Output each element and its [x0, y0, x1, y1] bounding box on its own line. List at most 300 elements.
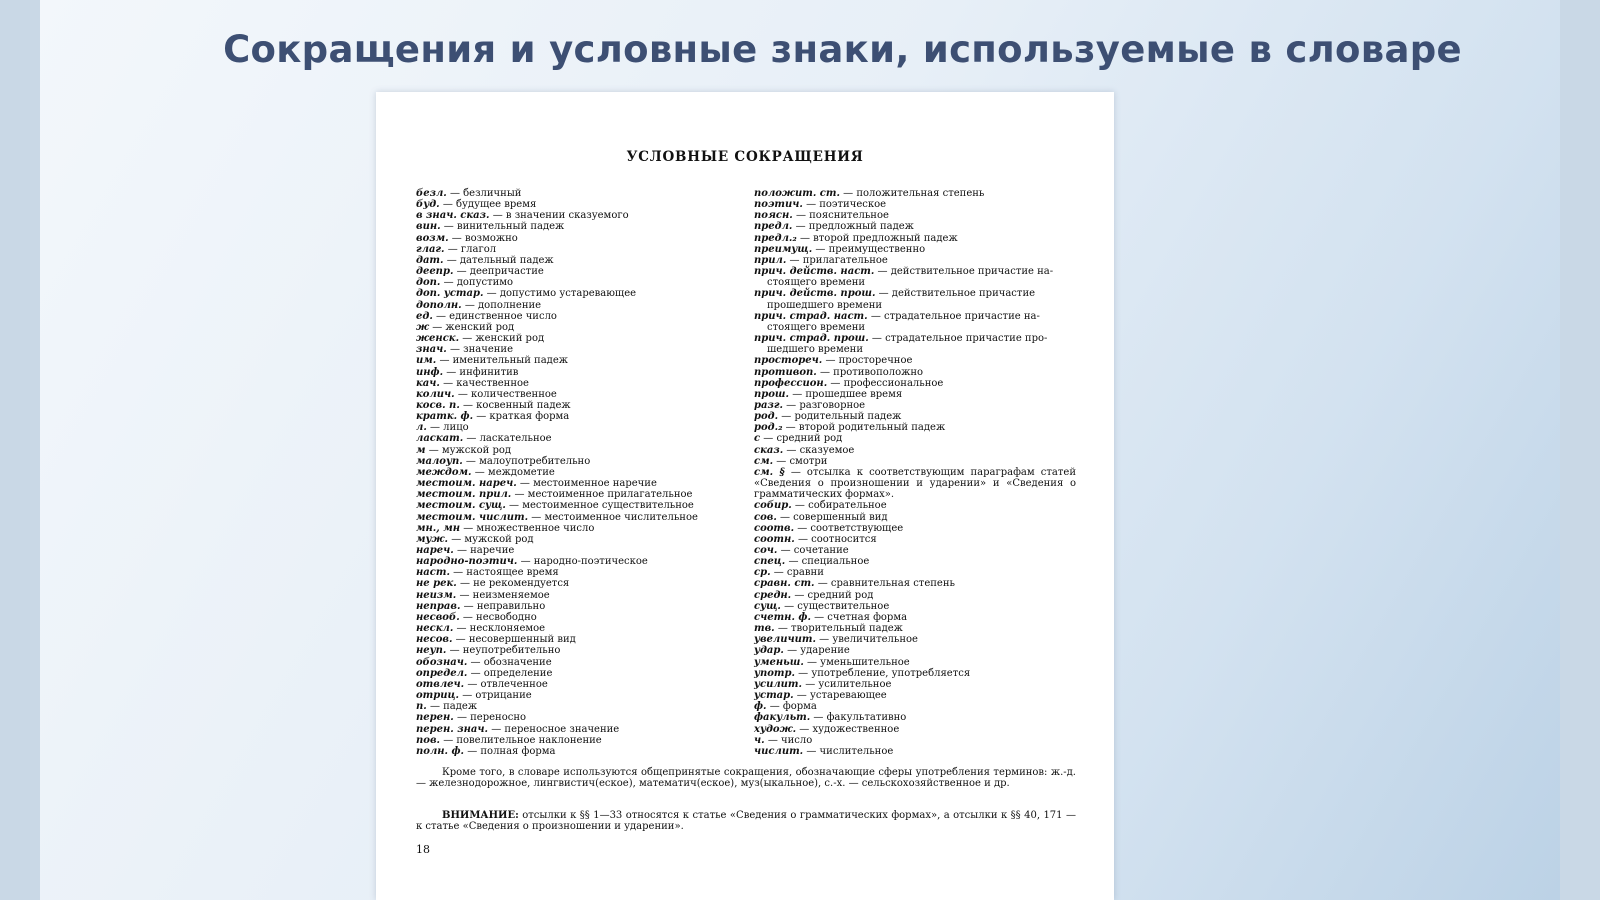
abbreviation-definition: — в значении сказуемого	[492, 210, 629, 222]
abbreviation-entry	[754, 411, 1076, 422]
abbreviation-entry	[416, 534, 736, 545]
abbreviation-definition: — настоящее время	[453, 567, 559, 579]
abbreviation-term: инф.	[416, 366, 444, 378]
abbreviation-definition: — местоименное наречие	[519, 478, 657, 490]
abbreviation-entry	[754, 657, 1076, 668]
abbreviation-entry	[754, 333, 1076, 355]
warning-note	[416, 810, 1076, 832]
abbreviation-entry	[754, 389, 1076, 400]
abbreviation-term: употр.	[754, 667, 795, 679]
abbreviation-entry	[754, 612, 1076, 623]
abbreviation-definition: — ласкательное	[466, 433, 552, 445]
abbreviation-term: ср.	[754, 567, 771, 579]
abbreviation-definition-continued: прошедшего времени	[767, 299, 883, 311]
abbreviation-definition: — второй предложный падеж	[799, 232, 958, 244]
abbreviation-entry	[416, 590, 736, 601]
abbreviation-entry	[754, 188, 1076, 199]
abbreviation-definition: — форма	[769, 701, 817, 713]
abbreviation-entry	[416, 322, 736, 333]
abbreviation-definition: — определение	[470, 667, 553, 679]
abbreviation-entry	[416, 500, 736, 511]
abbreviation-entry	[754, 556, 1076, 567]
abbreviation-entry	[416, 512, 736, 523]
abbreviation-entry	[754, 433, 1076, 444]
abbreviation-definition: — число	[767, 734, 813, 746]
abbreviation-term: им.	[416, 355, 437, 367]
abbreviation-entry	[754, 590, 1076, 601]
abbreviation-term: удар.	[754, 645, 784, 657]
abbreviation-definition: — профессиональное	[830, 377, 944, 389]
abbreviation-entry	[416, 389, 736, 400]
abbreviation-entry	[754, 221, 1076, 232]
abbreviation-definition: — пояснительное	[795, 210, 889, 222]
abbreviation-entry	[754, 500, 1076, 511]
abbreviation-term: вин.	[416, 221, 441, 233]
abbreviation-entry	[416, 735, 736, 746]
abbreviation-term: междом.	[416, 466, 472, 478]
abbreviation-definition: — ударение	[787, 645, 850, 657]
abbreviation-term: отриц.	[416, 690, 460, 702]
abbreviation-term: род.	[754, 411, 779, 423]
abbreviation-term: дат.	[416, 254, 444, 266]
abbreviation-definition: — косвенный падеж	[463, 399, 571, 411]
abbreviation-term: косв. п.	[416, 399, 460, 411]
abbreviation-term: наст.	[416, 567, 450, 579]
abbreviation-entry	[416, 556, 736, 567]
abbreviation-entry	[754, 244, 1076, 255]
abbreviation-entry	[416, 367, 736, 378]
abbreviation-definition: — сравнительная степень	[817, 578, 955, 590]
abbreviation-term: неизм.	[416, 589, 457, 601]
abbreviation-definition: — женский род	[432, 321, 515, 333]
abbreviation-entry	[416, 288, 736, 299]
abbreviation-definition: — устаревающее	[796, 690, 887, 702]
abbreviation-entry	[416, 445, 736, 456]
abbreviations-left-column	[416, 188, 736, 757]
abbreviation-definition: — наречие	[456, 545, 515, 556]
abbreviation-term: глаг.	[416, 243, 445, 255]
abbreviation-term: худож.	[754, 723, 797, 735]
abbreviation-entry	[416, 255, 736, 266]
abbreviation-term: средн.	[754, 589, 792, 601]
abbreviation-entry	[754, 311, 1076, 333]
abbreviation-entry	[416, 701, 736, 712]
abbreviation-term: ф.	[754, 701, 767, 713]
abbreviation-term: усилит.	[754, 678, 802, 690]
dictionary-page	[376, 92, 1114, 900]
abbreviation-entry	[754, 645, 1076, 656]
abbreviation-term: неправ.	[416, 600, 461, 612]
abbreviation-definition: — несовершенный вид	[455, 634, 576, 646]
abbreviation-entry	[754, 210, 1076, 221]
abbreviation-entry	[416, 333, 736, 344]
abbreviation-term: прич. страд. прош.	[754, 333, 869, 345]
abbreviation-term: народно-поэтич.	[416, 556, 518, 568]
abbreviation-term: соч.	[754, 545, 778, 556]
abbreviation-definition: — прошедшее время	[792, 388, 903, 400]
abbreviation-definition: — неупотребительно	[449, 645, 561, 657]
abbreviation-definition: — переносно	[456, 712, 527, 724]
abbreviation-entry	[416, 300, 736, 311]
abbreviation-definition: — несклоняемое	[456, 623, 546, 635]
abbreviation-definition: — переносное значение	[491, 723, 620, 735]
abbreviation-term: пов.	[416, 734, 440, 746]
abbreviation-entry	[416, 567, 736, 578]
abbreviation-entry	[754, 746, 1076, 757]
abbreviation-term: колич.	[416, 388, 455, 400]
abbreviation-term: разг.	[754, 399, 783, 411]
abbreviation-entry	[416, 668, 736, 679]
abbreviation-term: ласкат.	[416, 433, 464, 445]
abbreviation-definition: — факультативно	[813, 712, 907, 724]
abbreviation-entry	[754, 534, 1076, 545]
abbreviation-entry	[754, 456, 1076, 467]
abbreviation-entry	[416, 400, 736, 411]
abbreviation-term: предл.	[754, 221, 793, 233]
page-number: 18	[416, 843, 430, 856]
abbreviation-term: числит.	[754, 745, 804, 757]
abbreviation-term: соотн.	[754, 533, 795, 545]
abbreviation-term: мн., мн	[416, 522, 461, 534]
abbreviation-definition: — допустимо устаревающее	[486, 288, 637, 300]
abbreviation-entry	[754, 523, 1076, 534]
general-abbreviations-note: Кроме того, в словаре используются общепринятые сокращения, обозначающие сферы употребления терминов: ж.-д. — железнодорожное, лингвистич(еское), математич(еское), муз(ыкальное), с.-х. — сельскохозяйственное и др.	[416, 767, 1076, 789]
abbreviation-entry	[416, 378, 736, 389]
abbreviation-entry	[754, 735, 1076, 746]
abbreviation-term: уменьш.	[754, 656, 804, 668]
abbreviation-definition: — полная форма	[467, 745, 556, 757]
abbreviation-term: род.₂	[754, 422, 783, 434]
abbreviation-term: муж.	[416, 533, 449, 545]
abbreviation-entry	[754, 355, 1076, 366]
abbreviation-definition: — повелительное наклонение	[443, 734, 602, 746]
abbreviation-entry	[416, 478, 736, 489]
abbreviation-definition: — количественное	[457, 388, 557, 400]
abbreviation-entry	[754, 690, 1076, 701]
abbreviation-entry	[416, 188, 736, 199]
abbreviation-definition: — существительное	[784, 600, 890, 612]
abbreviation-term: полн. ф.	[416, 745, 465, 757]
abbreviation-entry	[754, 601, 1076, 612]
abbreviation-term: сущ.	[754, 600, 781, 612]
abbreviation-term: тв.	[754, 623, 775, 635]
abbreviation-term: п.	[416, 701, 427, 713]
abbreviation-term: доп. устар.	[416, 288, 484, 300]
abbreviation-definition: — глагол	[447, 243, 497, 255]
abbreviation-term: предл.₂	[754, 232, 797, 244]
abbreviation-definition: — поэтическое	[806, 199, 887, 211]
abbreviation-entry	[754, 724, 1076, 735]
abbreviation-entry	[754, 467, 1076, 500]
abbreviation-entry	[754, 679, 1076, 690]
abbreviation-definition: — просторечное	[825, 355, 913, 367]
abbreviation-definition: — соответствующее	[797, 522, 904, 534]
abbreviation-term: соотв.	[754, 522, 795, 534]
abbreviation-term: доп.	[416, 277, 441, 289]
abbreviation-term: местоим. сущ.	[416, 500, 506, 512]
abbreviation-definition: — прилагательное	[789, 254, 888, 266]
abbreviation-entry	[416, 612, 736, 623]
abbreviation-entry	[754, 199, 1076, 210]
abbreviation-term: сов.	[754, 511, 777, 523]
abbreviation-entry	[416, 690, 736, 701]
abbreviation-term: местоим. прил.	[416, 489, 512, 501]
abbreviation-term: собир.	[754, 500, 792, 512]
abbreviation-entry	[754, 701, 1076, 712]
abbreviation-definition: — неизменяемое	[459, 589, 550, 601]
abbreviation-definition: — предложный падеж	[795, 221, 914, 233]
abbreviation-entry	[416, 724, 736, 735]
abbreviation-term: безл.	[416, 188, 447, 199]
abbreviation-definition: — употребление, употребляется	[798, 667, 971, 679]
abbreviation-definition: — обозначение	[470, 656, 552, 668]
abbreviation-entry	[416, 210, 736, 221]
abbreviation-term: противоп.	[754, 366, 817, 378]
abbreviation-entry	[416, 601, 736, 612]
abbreviation-definition: — действительное причастие на-	[877, 266, 1054, 278]
abbreviation-definition: — дательный падеж	[446, 254, 554, 266]
abbreviation-term: спец.	[754, 556, 786, 568]
abbreviation-entry	[754, 266, 1076, 288]
abbreviation-entry	[754, 288, 1076, 310]
abbreviation-entry	[416, 523, 736, 534]
abbreviation-term: поэтич.	[754, 199, 803, 211]
abbreviation-definition: — краткая форма	[476, 411, 570, 423]
warning-label: ВНИМАНИЕ:	[442, 810, 519, 821]
abbreviation-definition: — средний род	[763, 433, 843, 445]
abbreviation-definition: — инфинитив	[446, 366, 519, 378]
abbreviation-term: местоим. нареч.	[416, 478, 517, 490]
abbreviation-definition: — сравни	[773, 567, 824, 579]
abbreviation-definition: — винительный падеж	[443, 221, 565, 233]
abbreviation-term: знач.	[416, 344, 447, 356]
abbreviation-term: не рек.	[416, 578, 457, 590]
abbreviation-definition-continued: стоящего времени	[767, 321, 866, 333]
abbreviation-entry	[754, 378, 1076, 389]
abbreviation-term: устар.	[754, 690, 794, 702]
abbreviation-entry	[754, 367, 1076, 378]
abbreviation-term: дополн.	[416, 299, 462, 311]
abbreviation-entry	[416, 489, 736, 500]
abbreviation-definition: — отсылка к соответствующим параграфам статей «Сведения о произношении и ударении» и «Сведения о грамматических формах».	[754, 466, 1076, 501]
slide	[40, 0, 1560, 900]
abbreviation-definition: — художественное	[799, 723, 900, 735]
abbreviation-definition: — возможно	[451, 232, 518, 244]
abbreviation-definition: — деепричастие	[456, 266, 544, 278]
abbreviation-entry	[754, 400, 1076, 411]
abbreviation-entry	[416, 578, 736, 589]
abbreviations-right-column	[754, 188, 1076, 757]
abbreviation-definition: — мужской род	[451, 533, 534, 545]
abbreviation-definition: — множественное число	[463, 522, 595, 534]
abbreviation-definition: — безличный	[449, 188, 522, 199]
abbreviation-entry	[416, 456, 736, 467]
abbreviation-entry	[754, 255, 1076, 266]
abbreviation-definition: — родительный падеж	[781, 411, 902, 423]
abbreviation-term: счетн. ф.	[754, 611, 811, 623]
abbreviation-term: местоим. числит.	[416, 511, 529, 523]
abbreviation-definition: — местоименное числительное	[531, 511, 698, 523]
abbreviation-term: ед.	[416, 310, 433, 322]
abbreviation-definition: — междометие	[474, 466, 555, 478]
abbreviation-term: прич. действ. наст.	[754, 266, 875, 278]
abbreviation-entry	[754, 712, 1076, 723]
abbreviation-term: сказ.	[754, 444, 784, 456]
abbreviation-term: возм.	[416, 232, 449, 244]
abbreviation-term: прич. страд. наст.	[754, 310, 868, 322]
abbreviation-definition: — сочетание	[780, 545, 849, 556]
abbreviation-term: малоуп.	[416, 455, 463, 467]
abbreviation-definition: — малоупотребительно	[465, 455, 591, 467]
abbreviation-entry	[754, 233, 1076, 244]
abbreviation-term: прич. действ. прош.	[754, 288, 876, 300]
abbreviation-term: с	[754, 433, 761, 445]
warning-text: отсылки к §§ 1—33 относятся к статье «Сведения о грамматических формах», а отсылки к §§ 40, 171 — к статье «Сведения о произношении и ударении».	[416, 810, 1076, 832]
abbreviation-entry	[416, 645, 736, 656]
abbreviation-term: перен.	[416, 712, 454, 724]
abbreviation-entry	[416, 657, 736, 668]
abbreviation-entry	[416, 433, 736, 444]
abbreviation-entry	[754, 422, 1076, 433]
abbreviation-definition: — противоположно	[819, 366, 924, 378]
abbreviation-term: л.	[416, 422, 427, 434]
abbreviation-definition: — местоименное прилагательное	[514, 489, 693, 501]
abbreviation-definition: — средний род	[794, 589, 874, 601]
abbreviation-term: преимущ.	[754, 243, 813, 255]
abbreviation-term: ч.	[754, 734, 765, 746]
abbreviation-definition: — падеж	[429, 701, 478, 713]
abbreviation-definition: — женский род	[462, 333, 545, 345]
abbreviation-term: буд.	[416, 199, 440, 211]
abbreviation-definition: — усилительное	[805, 678, 892, 690]
abbreviation-term: профессион.	[754, 377, 828, 389]
abbreviation-definition: — разговорное	[786, 399, 866, 411]
abbreviation-definition: — отвлеченное	[467, 678, 548, 690]
abbreviation-term: кач.	[416, 377, 440, 389]
abbreviation-term: обознач.	[416, 656, 468, 668]
abbreviation-definition: — будущее время	[442, 199, 537, 211]
abbreviation-entry	[754, 578, 1076, 589]
abbreviation-definition-continued: стоящего времени	[767, 277, 866, 289]
abbreviation-entry	[416, 634, 736, 645]
abbreviation-definition: — второй родительный падеж	[785, 422, 946, 434]
abbreviation-entry	[416, 411, 736, 422]
abbreviation-definition: — лицо	[430, 422, 469, 434]
abbreviation-entry	[416, 244, 736, 255]
abbreviation-term: ж	[416, 321, 430, 333]
abbreviation-definition: — действительное причастие	[878, 288, 1036, 300]
abbreviation-term: сравн. ст.	[754, 578, 815, 590]
abbreviation-definition: — совершенный вид	[780, 511, 888, 523]
abbreviation-term: несов.	[416, 634, 453, 646]
abbreviation-definition: — специальное	[788, 556, 870, 568]
abbreviation-entry	[754, 545, 1076, 556]
abbreviation-definition: — не рекомендуется	[459, 578, 570, 590]
abbreviation-definition: — счетная форма	[814, 611, 908, 623]
abbreviation-definition: — собирательное	[794, 500, 887, 512]
slide-title: Сокращения и условные знаки, используемые в словаре	[223, 28, 1462, 71]
abbreviation-term: деепр.	[416, 266, 454, 278]
abbreviation-entry	[754, 634, 1076, 645]
page-heading: УСЛОВНЫЕ СОКРАЩЕНИЯ	[626, 149, 864, 165]
abbreviation-entry	[754, 623, 1076, 634]
abbreviation-term: нареч.	[416, 545, 454, 556]
abbreviation-entry	[416, 467, 736, 478]
abbreviation-term: положит. ст.	[754, 188, 840, 199]
abbreviation-definition: — отрицание	[462, 690, 532, 702]
abbreviation-definition: — именительный падеж	[439, 355, 568, 367]
abbreviation-definition: — допустимо	[443, 277, 514, 289]
abbreviation-entry	[416, 266, 736, 277]
abbreviation-term: простореч.	[754, 355, 823, 367]
abbreviation-term: определ.	[416, 667, 468, 679]
abbreviation-entry	[754, 512, 1076, 523]
abbreviation-term: кратк. ф.	[416, 411, 474, 423]
abbreviation-entry	[416, 679, 736, 690]
abbreviation-term: в знач. сказ.	[416, 210, 490, 222]
abbreviation-definition: — дополнение	[464, 299, 542, 311]
abbreviation-definition: — соотносится	[797, 533, 877, 545]
abbreviation-entry	[416, 199, 736, 210]
abbreviation-entry	[416, 277, 736, 288]
abbreviation-term: несвоб.	[416, 611, 460, 623]
abbreviation-definition: — числительное	[806, 745, 894, 757]
abbreviation-entry	[416, 311, 736, 322]
abbreviation-term: поясн.	[754, 210, 793, 222]
abbreviation-definition: — сказуемое	[786, 444, 855, 456]
abbreviation-term: неуп.	[416, 645, 447, 657]
abbreviation-entry	[754, 445, 1076, 456]
abbreviation-term: перен. знач.	[416, 723, 489, 735]
abbreviation-definition: — значение	[449, 344, 514, 356]
abbreviation-definition: — положительная степень	[843, 188, 985, 199]
abbreviation-entry	[416, 746, 736, 757]
abbreviation-entry	[416, 623, 736, 634]
abbreviation-term: нескл.	[416, 623, 454, 635]
abbreviation-definition: — смотри	[776, 455, 828, 467]
abbreviation-term: прил.	[754, 254, 787, 266]
abbreviation-entry	[416, 712, 736, 723]
abbreviation-entry	[416, 221, 736, 232]
abbreviation-entry	[416, 422, 736, 433]
abbreviation-term: см.	[754, 455, 774, 467]
abbreviation-term: м	[416, 444, 426, 456]
abbreviation-entry	[754, 567, 1076, 578]
abbreviation-definition: — творительный падеж	[777, 623, 903, 635]
abbreviation-entry	[754, 668, 1076, 679]
abbreviation-definition: — страдательное причастие про-	[871, 333, 1048, 345]
abbreviation-entry	[416, 233, 736, 244]
abbreviation-term: увеличит.	[754, 634, 816, 646]
abbreviation-definition: — страдательное причастие на-	[870, 310, 1040, 322]
abbreviation-definition: — преимущественно	[815, 243, 926, 255]
abbreviation-definition: — уменьшительное	[807, 656, 910, 668]
abbreviation-definition: — неправильно	[463, 600, 546, 612]
abbreviation-definition: — увеличительное	[819, 634, 918, 646]
abbreviation-definition: — единственное число	[435, 310, 557, 322]
abbreviation-definition-continued: шедшего времени	[767, 344, 864, 356]
abbreviation-definition: — качественное	[443, 377, 529, 389]
abbreviation-entry	[416, 355, 736, 366]
abbreviation-term: факульт.	[754, 712, 811, 724]
abbreviation-definition: — мужской род	[428, 444, 512, 456]
abbreviation-entry	[416, 344, 736, 355]
abbreviation-term: см. §	[754, 466, 785, 478]
abbreviation-definition: — несвободно	[462, 611, 537, 623]
abbreviation-term: прош.	[754, 388, 789, 400]
abbreviation-term: женск.	[416, 333, 460, 345]
abbreviation-definition: — местоименное существительное	[509, 500, 694, 512]
